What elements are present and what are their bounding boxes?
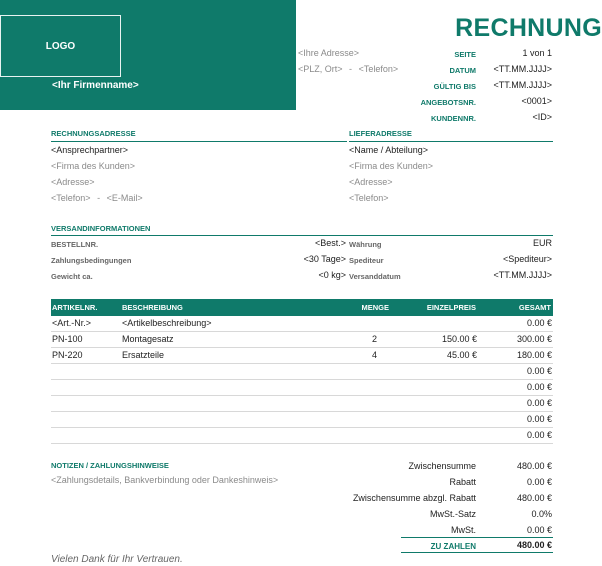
cell-total: 0.00 €: [526, 382, 552, 392]
cell-total: 0.00 €: [526, 430, 552, 440]
meta-label: KUNDENNR.: [431, 114, 476, 123]
tax-rate-value: 0.0%: [531, 509, 552, 519]
meta-value: <TT.MM.JJJJ>: [493, 64, 552, 74]
cell-total: 180.00 €: [516, 350, 552, 360]
meta-value: 1 von 1: [522, 48, 552, 58]
cell-total: 300.00 €: [516, 334, 552, 344]
table-row: [51, 380, 553, 396]
table-row: [51, 396, 553, 412]
table-row: [51, 412, 553, 428]
discount-label: Rabatt: [449, 477, 476, 487]
col-header-total: GESAMT: [518, 303, 551, 312]
table-row: [51, 428, 553, 444]
meta-value: <TT.MM.JJJJ>: [493, 80, 552, 90]
billing-heading: RECHNUNGSADRESSE: [51, 129, 136, 138]
billing-address: <Adresse>: [51, 177, 95, 187]
cell-unit: 150.00 €: [441, 334, 477, 344]
subtotal-value: 480.00 €: [516, 461, 552, 471]
subtotal-label: Zwischensumme: [408, 461, 476, 471]
notes-heading: NOTIZEN / ZAHLUNGSHINWEISE: [51, 461, 169, 470]
discount-value: 0.00 €: [526, 477, 552, 487]
shipping-phone: <Telefon>: [349, 193, 389, 203]
cell-desc: Montagesatz: [122, 334, 174, 344]
shipping-info-heading: VERSANDINFORMATIONEN: [51, 224, 151, 233]
meta-label: SEITE: [454, 50, 476, 59]
cell-total: 0.00 €: [526, 366, 552, 376]
cell-unit: 45.00 €: [446, 350, 477, 360]
subtotal-less-discount-label: Zwischensumme abzgl. Rabatt: [352, 493, 476, 503]
carrier-label: Spediteur: [349, 256, 384, 265]
cell-art: PN-220: [52, 350, 83, 360]
table-row: [51, 316, 553, 332]
table-row: [51, 348, 553, 364]
billing-email: <E-Mail>: [106, 193, 143, 203]
cell-qty: 2: [371, 334, 377, 344]
notes-text: <Zahlungsdetails, Bankverbindung oder Dankeshinweis>: [51, 475, 279, 485]
invoice-title: RECHNUNG: [455, 14, 602, 42]
meta-label: DATUM: [449, 66, 476, 75]
col-header-art: ARTIKELNR.: [52, 303, 98, 312]
cell-desc: <Artikelbeschreibung>: [122, 318, 212, 328]
cell-art: <Art.-Nr.>: [52, 318, 92, 328]
sender-address: <Ihre Adresse>: [298, 48, 360, 58]
divider: [401, 537, 553, 538]
carrier-value: <Spediteur>: [502, 254, 552, 264]
cell-total: 0.00 €: [526, 414, 552, 424]
weight-value: <0 kg>: [318, 270, 346, 280]
billing-contact: <Ansprechpartner>: [51, 145, 129, 155]
divider: [401, 552, 553, 553]
cell-desc: Ersatzteile: [122, 350, 165, 360]
separator: -: [97, 193, 101, 203]
cell-art: PN-100: [52, 334, 83, 344]
company-name: <Ihr Firmenname>: [52, 80, 139, 91]
meta-value: <ID>: [532, 112, 552, 122]
ship-date-label: Versanddatum: [349, 272, 401, 281]
order-number-label: BESTELLNR.: [51, 240, 99, 249]
cell-total: 0.00 €: [526, 398, 552, 408]
col-header-qty: MENGE: [361, 303, 389, 312]
separator: -: [349, 64, 353, 74]
tax-value: 0.00 €: [526, 525, 552, 535]
shipping-name: <Name / Abteilung>: [349, 145, 429, 155]
sender-contact-line: [298, 64, 398, 74]
cell-total: 0.00 €: [526, 318, 552, 328]
billing-contact-line: [51, 193, 143, 203]
col-header-unit: EINZELPREIS: [426, 303, 476, 312]
shipping-address-heading: LIEFERADRESSE: [349, 129, 412, 138]
currency-label: Währung: [349, 240, 382, 249]
payment-terms-value: <30 Tage>: [303, 254, 346, 264]
order-number-value: <Best.>: [314, 238, 346, 248]
sender-phone: <Telefon>: [358, 64, 399, 74]
sender-plz-ort: <PLZ, Ort>: [298, 64, 343, 74]
col-header-desc: BESCHREIBUNG: [122, 303, 183, 312]
weight-label: Gewicht ca.: [51, 272, 93, 281]
billing-company: <Firma des Kunden>: [51, 161, 136, 171]
divider: [51, 141, 347, 142]
tax-label: MwSt.: [450, 525, 476, 535]
table-row: [51, 364, 553, 380]
logo-label: LOGO: [45, 40, 76, 52]
total-due-value: 480.00 €: [516, 540, 552, 550]
tax-rate-label: MwSt.-Satz: [429, 509, 476, 519]
payment-terms-label: Zahlungsbedingungen: [51, 256, 132, 265]
meta-label: ANGEBOTSNR.: [420, 98, 476, 107]
meta-value: <0001>: [521, 96, 552, 106]
shipping-address: <Adresse>: [349, 177, 393, 187]
meta-label: GÜLTIG BIS: [433, 82, 476, 91]
total-due-label: ZU ZAHLEN: [430, 542, 476, 551]
ship-date-value: <TT.MM.JJJJ>: [493, 270, 552, 280]
table-row: [51, 332, 553, 348]
shipping-company: <Firma des Kunden>: [349, 161, 434, 171]
cell-qty: 4: [371, 350, 377, 360]
subtotal-less-discount-value: 480.00 €: [516, 493, 552, 503]
divider: [349, 141, 553, 142]
billing-phone: <Telefon>: [51, 193, 91, 203]
divider: [51, 235, 553, 236]
currency-value: EUR: [532, 238, 552, 248]
thank-you-note: Vielen Dank für Ihr Vertrauen.: [51, 554, 183, 565]
logo-placeholder: [0, 15, 121, 77]
